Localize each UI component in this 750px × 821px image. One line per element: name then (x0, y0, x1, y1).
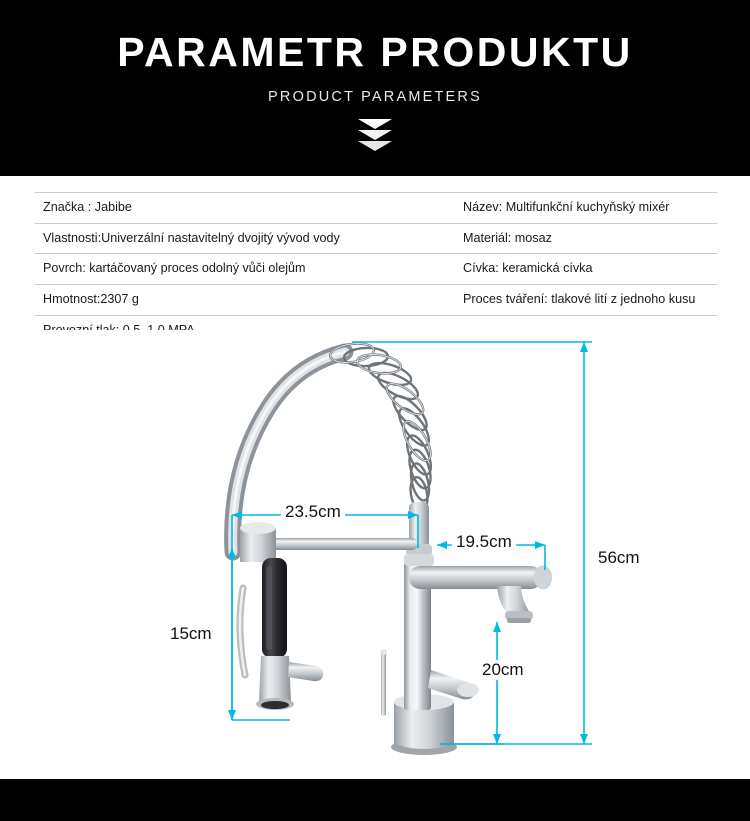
spec-weight: Hmotnost:2307 g (43, 292, 139, 307)
spec-features: Vlastnosti:Univerzální nastavitelný dvojitý vývod vody (43, 230, 340, 245)
spec-brand: Značka : Jabibe (43, 200, 132, 214)
dimension-label-side-spout-height: 20cm (478, 660, 528, 680)
page-subtitle: PRODUCT PARAMETERS (268, 89, 482, 106)
table-row (35, 224, 717, 255)
dimension-label-spring-spout-reach: 23.5cm (281, 502, 345, 522)
table-row (35, 254, 717, 285)
chevron-down-icon-2 (358, 130, 392, 140)
spec-surface: Povrch: kartáčovaný proces odolný vůči olejům (43, 261, 306, 276)
spec-material: Materiál: mosaz (463, 230, 552, 245)
double-chevron-down-icon (0, 119, 750, 151)
table-row (35, 192, 717, 224)
spec-forming: Proces tváření: tlakové lití z jednoho kusu (463, 292, 696, 307)
page-title: PARAMETR PRODUKTU (117, 29, 633, 75)
product-diagram (0, 330, 750, 821)
spec-table (35, 192, 717, 347)
chevron-down-icon-1 (358, 119, 392, 129)
footer-watermark (0, 779, 750, 821)
header-banner (0, 0, 750, 176)
dimension-label-total-height: 56cm (594, 548, 644, 568)
dimension-label-side-spout-reach: 19.5cm (452, 532, 516, 552)
spec-valve: Cívka: keramická cívka (463, 261, 593, 276)
dimension-label-sprayer-head-length: 15cm (166, 624, 216, 644)
table-row (35, 285, 717, 316)
faucet-illustration (0, 330, 750, 821)
spec-name: Název: Multifunkční kuchyňský mixér (463, 200, 670, 214)
chevron-down-icon-3 (358, 141, 392, 151)
